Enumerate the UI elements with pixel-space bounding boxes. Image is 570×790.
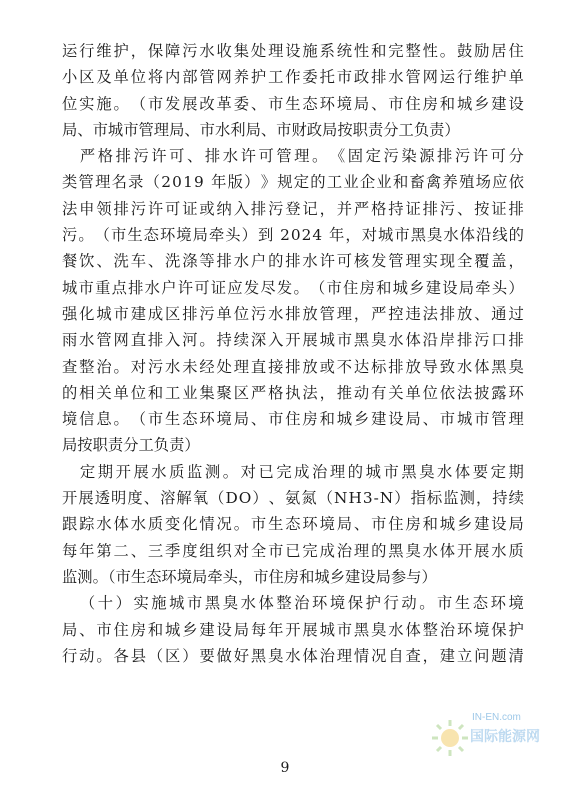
text-line: 每 年 第 二 、 三 季 度 组 织 对 全 市 已 完 成 治 理 的 黑 臭 水 体 开 展 水 质: [62, 541, 524, 560]
text-line: 局按职责分工负责）: [62, 436, 200, 455]
text-line: （ 十 ） 实 施 城 市 黑 臭 水 体 整 治 环 境 保 护 行 动 。 市 生 态 环 境: [79, 594, 524, 613]
text-line: 运 行 维 护 ， 保 障 污 水 收 集 处 理 设 施 系 统 性 和 完 整 性 。 鼓 励 居 住: [62, 42, 524, 60]
text-line: 的 相 关 单 位 和 工 业 集 聚 区 严 格 执 法 ， 推 动 有 关 单 位 依 法 披 露 环: [62, 383, 524, 402]
text-line: 定 期 开 展 水 质 监 测 。 对 已 完 成 治 理 的 城 市 黑 臭 水 体 要 定 期: [79, 462, 524, 481]
text-line: 查 整 治 。 对 污 水 未 经 处 理 直 接 排 放 或 不 达 标 排 放 导 致 水 体 黑 臭: [62, 357, 524, 376]
text-line: 局 、 市 住 房 和 城 乡 建 设 局 每 年 开 展 城 市 黑 臭 水 体 整 治 环 境 保 护: [62, 620, 524, 639]
sun-logo-icon: [430, 718, 470, 758]
text-line: 餐 饮 、 洗 车 、 洗 涤 等 排 水 户 的 排 水 许 可 核 发 管 理 实 现 全 覆 盖 ，: [62, 252, 524, 271]
text-line: 开 展 透 明 度 、 溶 解 氧 （ D O ） 、 氨 氮 （ N H 3 - N ） 指 标 监 测 ， 持 续: [62, 489, 524, 508]
text-line: 强 化 城 市 建 成 区 排 污 单 位 污 水 排 放 管 理 ， 严 控 违 法 排 放 、 通 过: [62, 304, 524, 323]
watermark-name: 国际能源网: [470, 729, 540, 745]
text-line: 雨 水 管 网 直 排 入 河 。 持 续 深 入 开 展 城 市 黑 臭 水 体 沿 岸 排 污 口 排: [62, 331, 524, 350]
watermark-domain: IN-EN.com: [472, 712, 521, 723]
text-line: 污 。 （ 市 生 态 环 境 局 牵 头 ） 到 2 0 2 4 年 ， 对 城 市 黑 臭 水 体 沿 线 的: [62, 226, 524, 245]
text-line: 行 动 。 各 县 （ 区 ） 要 做 好 黑 臭 水 体 治 理 情 况 自 查 ， 建 立 问 题 清: [62, 646, 524, 665]
text-line: 类 管 理 名 录 （ 2 0 1 9 年 版 ） 》 规 定 的 工 业 企 业 和 畜 禽 养 殖 场 应 依: [62, 173, 524, 192]
text-line: 境 信 息 。 （ 市 生 态 环 境 局 、 市 住 房 和 城 乡 建 设 局 、 市 城 市 管 理: [62, 410, 524, 429]
page-number: 9: [280, 760, 290, 776]
text-line: 城 市 重 点 排 水 户 许 可 证 应 发 尽 发 。 （ 市 住 房 和 城 乡 建 设 局 牵 头 ）: [62, 278, 524, 297]
text-line: 局、市城市管理局、市水利局、市财政局按职责分工负责）: [62, 120, 460, 139]
text-line: 监测。（市生态环境局牵头，市住房和城乡建设局参与）: [62, 567, 437, 586]
text-line: 小 区 及 单 位 将 内 部 管 网 养 护 工 作 委 托 市 政 排 水 管 网 运 行 维 护 单: [62, 68, 524, 87]
text-line: 严 格 排 污 许 可 、 排 水 许 可 管 理 。 《 固 定 污 染 源 排 污 许 可 分: [79, 147, 524, 166]
text-line: 位 实 施 。 （ 市 发 展 改 革 委 、 市 生 态 环 境 局 、 市 住 房 和 城 乡 建 设: [62, 94, 524, 113]
text-line: 跟 踪 水 体 水 质 变 化 情 况 。 市 生 态 环 境 局 、 市 住 房 和 城 乡 建 设 局: [62, 515, 524, 534]
watermark-logo: [430, 708, 560, 768]
document-body: [62, 38, 524, 669]
text-line: 法 申 领 排 污 许 可 证 或 纳 入 排 污 登 记 ， 并 严 格 持 证 排 污 、 按 证 排: [62, 199, 524, 218]
